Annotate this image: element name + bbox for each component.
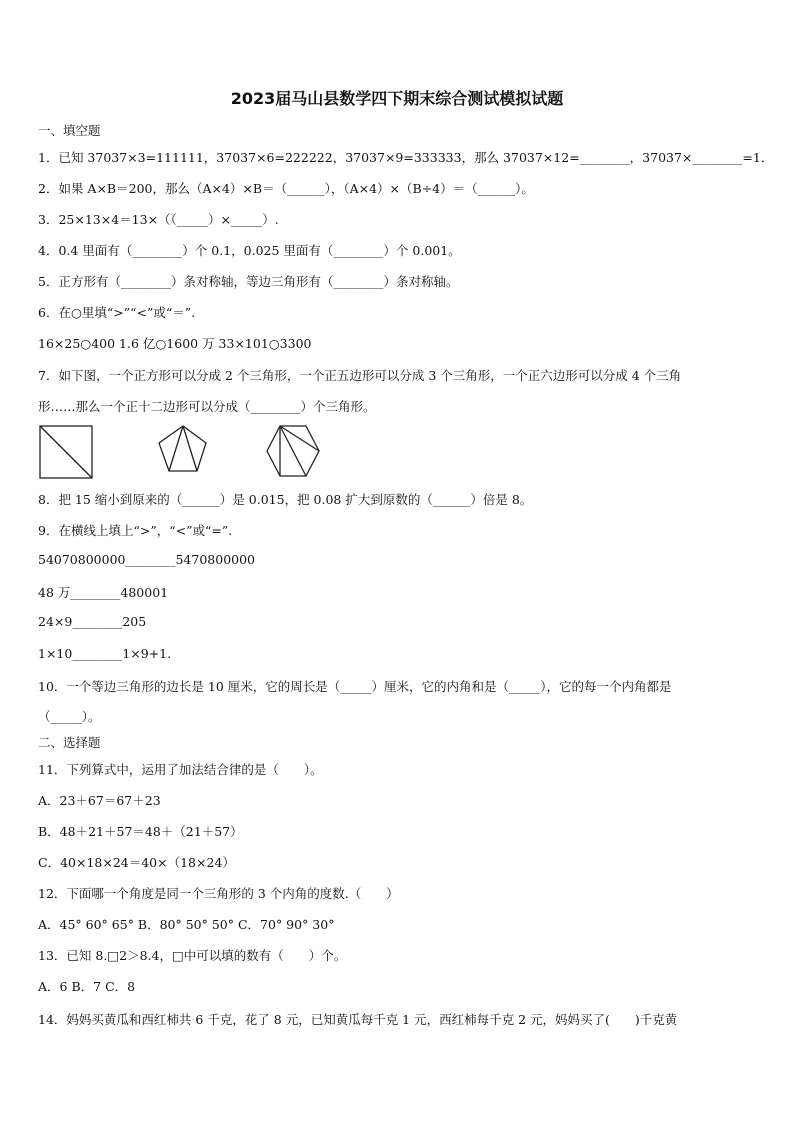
- question-2: 2．如果 A×B＝200，那么（A×4）×B＝（______），（A×4）×（B÷4）＝（______）。: [38, 181, 534, 196]
- question-9-item-2: 48 万________480001: [38, 585, 169, 600]
- question-14: 14．妈妈买黄瓜和西红柿共 6 千克，花了 8 元，已知黄瓜每千克 1 元，西红柿每千克 2 元，妈妈买了( )千克黄: [38, 1012, 678, 1027]
- question-4: 4．0.4 里面有（________）个 0.1，0.025 里面有（________）个 0.001。: [38, 243, 461, 258]
- question-10-line2: （_____）。: [38, 709, 101, 724]
- question-6-items: 16×25○400 1.6 亿○1600 万 33×101○3300: [38, 336, 312, 351]
- page-title: 2023届马山县数学四下期末综合测试模拟试题: [230, 89, 564, 108]
- question-1: 1．已知 37037×3=111111，37037×6=222222，37037×9=333333，那么 37037×12=________，37037×________=1．: [38, 150, 774, 165]
- question-11-option-a: A．23＋67＝67＋23: [38, 793, 161, 808]
- polygon-figures: [38, 424, 338, 486]
- question-11-option-c: C．40×18×24＝40×（18×24）: [38, 855, 235, 870]
- question-3: 3．25×13×4＝13×（（_____）×_____）.: [38, 212, 279, 227]
- question-7-line2: 形……那么一个正十二边形可以分成（________）个三角形。: [38, 399, 376, 414]
- question-5: 5．正方形有（________）条对称轴，等边三角形有（________）条对称轴。: [38, 274, 459, 289]
- question-7-line1: 7．如下图，一个正方形可以分成 2 个三角形，一个正五边形可以分成 3 个三角形，一个正六边形可以分成 4 个三角: [38, 368, 682, 383]
- section-heading-choice: 二、选择题: [38, 735, 101, 750]
- question-13-options: A．6 B．7 C．8: [38, 979, 136, 994]
- question-13: 13．已知 8.□2＞8.4，□中可以填的数有（ ）个。: [38, 948, 347, 963]
- hexagon-figure: [267, 426, 319, 476]
- question-11-option-b: B．48＋21＋57＝48＋（21＋57）: [38, 824, 243, 839]
- question-6: 6．在○里填“>”“<”或“＝”.: [38, 305, 196, 320]
- question-9-item-1: 54070800000________5470800000: [38, 552, 256, 567]
- question-12-options: A．45° 60° 65° B．80° 50° 50° C．70° 90° 30°: [38, 917, 335, 932]
- question-11: 11．下列算式中，运用了加法结合律的是（ ）。: [38, 762, 323, 777]
- question-9-item-4: 1×10________1×9+1.: [38, 646, 172, 661]
- question-10-line1: 10．一个等边三角形的边长是 10 厘米，它的周长是（_____）厘米，它的内角和是（_____），它的每一个内角都是: [38, 679, 672, 694]
- question-12: 12．下面哪一个角度是同一个三角形的 3 个内角的度数.（ ）: [38, 886, 399, 901]
- section-heading-fill-blank: 一、填空题: [38, 123, 101, 138]
- pentagon-figure: [159, 426, 206, 471]
- question-9-item-3: 24×9________205: [38, 614, 147, 629]
- square-figure: [40, 426, 92, 478]
- question-8: 8．把 15 缩小到原来的（______）是 0.015，把 0.08 扩大到原数的（______）倍是 8。: [38, 492, 533, 507]
- question-9: 9．在横线上填上“>”，“<”或“=”.: [38, 523, 233, 538]
